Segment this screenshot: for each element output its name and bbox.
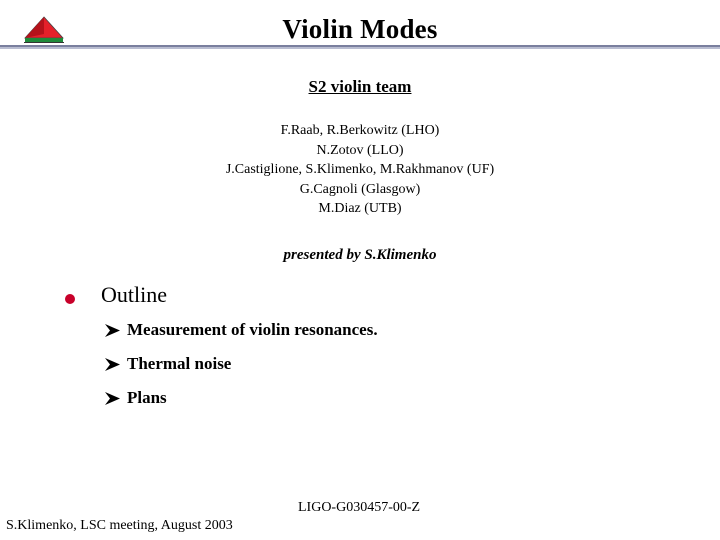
outline-item bbox=[104, 388, 167, 408]
arrow-bullet-icon bbox=[104, 357, 121, 372]
author-line: F.Raab, R.Berkowitz (LHO) bbox=[280, 123, 440, 138]
author-line: N.Zotov (LLO) bbox=[316, 142, 404, 158]
presenter-line: presented by S.Klimenko bbox=[283, 247, 437, 263]
outline-item-label: Measurement of violin resonances. bbox=[127, 320, 378, 339]
document-id: LIGO-G030457-00-Z bbox=[298, 500, 421, 515]
bullet-dot-icon bbox=[65, 294, 75, 304]
title-divider bbox=[0, 45, 720, 49]
arrow-bullet-icon bbox=[104, 391, 121, 406]
author-line: G.Cagnoli (Glasgow) bbox=[299, 181, 421, 197]
arrow-bullet-icon bbox=[104, 323, 121, 338]
team-subtitle: S2 violin team bbox=[308, 77, 412, 96]
slide-title: Violin Modes bbox=[282, 14, 438, 44]
outline-item bbox=[104, 320, 378, 340]
footer-text: S.Klimenko, LSC meeting, August 2003 bbox=[6, 518, 233, 533]
outline-item-label: Plans bbox=[127, 388, 167, 407]
author-line: M.Diaz (UTB) bbox=[318, 201, 402, 216]
outline-item-label: Thermal noise bbox=[127, 354, 232, 373]
author-list bbox=[0, 121, 720, 219]
outline-heading: Outline bbox=[101, 282, 167, 307]
outline-item bbox=[104, 354, 231, 374]
author-line: J.Castiglione, S.Klimenko, M.Rakhmanov (UF) bbox=[225, 162, 495, 177]
